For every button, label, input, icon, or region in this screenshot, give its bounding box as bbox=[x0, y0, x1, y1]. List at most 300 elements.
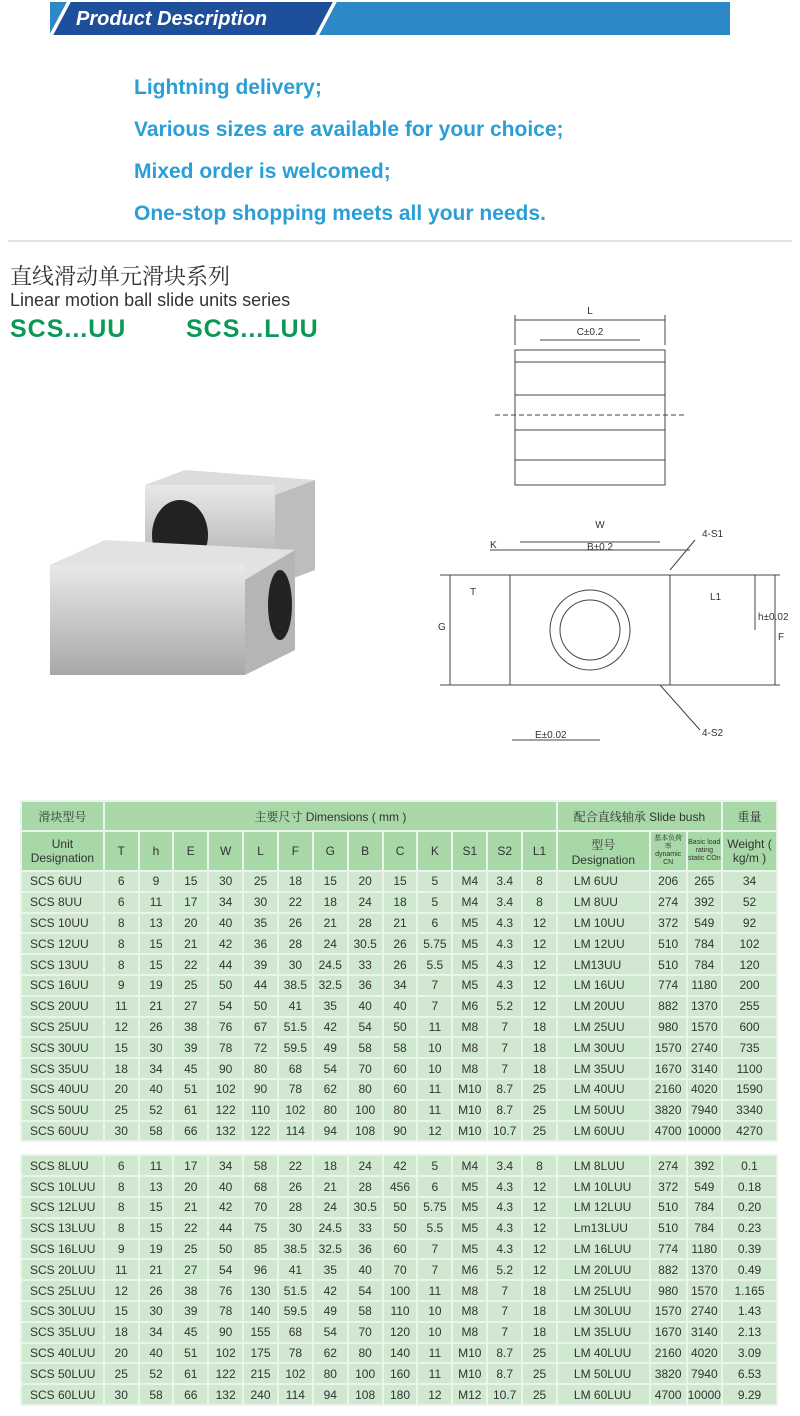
table-cell: 78 bbox=[208, 1301, 243, 1322]
table-cell: 58 bbox=[243, 1155, 278, 1176]
table-cell: 3140 bbox=[687, 1322, 722, 1343]
table-gap bbox=[21, 1141, 777, 1155]
header-col-s2: S2 bbox=[487, 831, 522, 871]
table-cell: 42 bbox=[313, 1280, 348, 1301]
table-cell: 4.3 bbox=[487, 1176, 522, 1197]
header-static-label: static COn bbox=[687, 855, 721, 862]
table-cell: M10 bbox=[452, 1079, 487, 1100]
table-cell: 6 bbox=[104, 1155, 139, 1176]
table-cell: 36 bbox=[348, 1239, 383, 1260]
table-cell: 784 bbox=[687, 1197, 722, 1218]
table-cell: 5.2 bbox=[487, 996, 522, 1017]
table-cell: 1570 bbox=[650, 1037, 687, 1058]
table-cell: 50 bbox=[243, 996, 278, 1017]
table-cell: 8 bbox=[522, 892, 557, 913]
table-cell: 9.29 bbox=[722, 1384, 777, 1405]
header-col-t: T bbox=[104, 831, 139, 871]
table-row bbox=[21, 1197, 777, 1218]
header-static bbox=[687, 831, 722, 871]
table-row bbox=[21, 1176, 777, 1197]
table-cell: 20 bbox=[348, 871, 383, 892]
table-cell: 1370 bbox=[687, 1259, 722, 1280]
table-cell: 18 bbox=[313, 892, 348, 913]
table-cell: 2160 bbox=[650, 1079, 687, 1100]
table-cell: 38 bbox=[173, 1280, 208, 1301]
table-row bbox=[21, 1301, 777, 1322]
table-cell: 7 bbox=[487, 1280, 522, 1301]
table-cell: 122 bbox=[243, 1121, 278, 1142]
table-cell: 90 bbox=[243, 1079, 278, 1100]
table-cell: 8.7 bbox=[487, 1100, 522, 1121]
table-cell: 180 bbox=[383, 1384, 418, 1405]
table-cell: M8 bbox=[452, 1301, 487, 1322]
table-cell: 38.5 bbox=[278, 1239, 313, 1260]
table-cell: 18 bbox=[522, 1017, 557, 1038]
table-cell: SCS 16LUU bbox=[21, 1239, 104, 1260]
table-cell: 35 bbox=[313, 996, 348, 1017]
table-cell: 45 bbox=[173, 1322, 208, 1343]
table-cell: 26 bbox=[383, 933, 418, 954]
table-cell: LM 10LUU bbox=[557, 1176, 650, 1197]
table-cell: 34 bbox=[139, 1058, 174, 1079]
table-cell: 15 bbox=[104, 1037, 139, 1058]
table-cell: M8 bbox=[452, 1037, 487, 1058]
table-cell: M8 bbox=[452, 1058, 487, 1079]
table-cell: M10 bbox=[452, 1100, 487, 1121]
table-cell: 600 bbox=[722, 1017, 777, 1038]
table-row bbox=[21, 1343, 777, 1364]
table-cell: 2740 bbox=[687, 1301, 722, 1322]
table-cell: SCS 20LUU bbox=[21, 1259, 104, 1280]
table-cell: 68 bbox=[278, 1058, 313, 1079]
table-cell: M10 bbox=[452, 1343, 487, 1364]
table-cell: SCS 50UU bbox=[21, 1100, 104, 1121]
table-cell: 25 bbox=[104, 1100, 139, 1121]
table-cell: 17 bbox=[173, 892, 208, 913]
table-cell: 39 bbox=[243, 954, 278, 975]
table-cell: 40 bbox=[139, 1343, 174, 1364]
table-cell: 78 bbox=[278, 1079, 313, 1100]
table-cell: 54 bbox=[348, 1280, 383, 1301]
table-cell: 3820 bbox=[650, 1363, 687, 1384]
table-cell: 68 bbox=[278, 1322, 313, 1343]
label-l: L bbox=[587, 306, 593, 317]
table-cell: 25 bbox=[522, 1343, 557, 1364]
table-cell: 50 bbox=[208, 975, 243, 996]
table-cell: 980 bbox=[650, 1280, 687, 1301]
table-cell: 12 bbox=[522, 913, 557, 934]
table-cell: 15 bbox=[173, 871, 208, 892]
header-designation bbox=[557, 831, 650, 871]
table-cell: 92 bbox=[722, 913, 777, 934]
table-cell: 26 bbox=[139, 1017, 174, 1038]
label-f: F bbox=[778, 632, 785, 643]
product-photo bbox=[45, 440, 315, 680]
table-cell: 392 bbox=[687, 892, 722, 913]
header-weight: Weight ( kg/m ) bbox=[722, 831, 777, 871]
table-cell: 3.4 bbox=[487, 1155, 522, 1176]
table-cell: 50 bbox=[383, 1218, 418, 1239]
table-cell: 1100 bbox=[722, 1058, 777, 1079]
table-cell: LM 30UU bbox=[557, 1037, 650, 1058]
table-cell: 784 bbox=[687, 954, 722, 975]
table-cell: 8 bbox=[104, 1176, 139, 1197]
series-luu: SCS...LUU bbox=[186, 315, 319, 343]
table-cell: 40 bbox=[208, 1176, 243, 1197]
table-cell: SCS 25LUU bbox=[21, 1280, 104, 1301]
table-cell: 8.7 bbox=[487, 1343, 522, 1364]
table-cell: 8 bbox=[522, 871, 557, 892]
table-cell: 510 bbox=[650, 1197, 687, 1218]
table-cell: SCS 10LUU bbox=[21, 1176, 104, 1197]
table-cell: 34 bbox=[139, 1322, 174, 1343]
table-cell: 11 bbox=[417, 1017, 452, 1038]
table-cell: 30 bbox=[139, 1301, 174, 1322]
table-cell: 10000 bbox=[687, 1384, 722, 1405]
table-cell: 5.75 bbox=[417, 1197, 452, 1218]
table-cell: 67 bbox=[243, 1017, 278, 1038]
divider bbox=[8, 240, 792, 242]
label-k: K bbox=[490, 540, 497, 551]
table-cell: 108 bbox=[348, 1384, 383, 1405]
table-cell: 10 bbox=[417, 1037, 452, 1058]
table-cell: 122 bbox=[208, 1363, 243, 1384]
table-cell: 1570 bbox=[687, 1017, 722, 1038]
table-cell: 80 bbox=[313, 1100, 348, 1121]
table-cell: 90 bbox=[383, 1121, 418, 1142]
table-row bbox=[21, 892, 777, 913]
table-cell: 28 bbox=[278, 933, 313, 954]
table-row bbox=[21, 871, 777, 892]
table-cell: 8 bbox=[104, 1197, 139, 1218]
table-cell: LM 10UU bbox=[557, 913, 650, 934]
table-cell: 33 bbox=[348, 1218, 383, 1239]
header-load-en: Basic load rating bbox=[688, 839, 721, 854]
table-cell: 2.13 bbox=[722, 1322, 777, 1343]
table-cell: 20 bbox=[173, 913, 208, 934]
table-cell: 30 bbox=[243, 892, 278, 913]
table-cell: 68 bbox=[243, 1176, 278, 1197]
table-cell: M5 bbox=[452, 1197, 487, 1218]
table-cell: 0.39 bbox=[722, 1239, 777, 1260]
table-cell: 12 bbox=[522, 975, 557, 996]
table-cell: 11 bbox=[417, 1363, 452, 1384]
table-cell: 10.7 bbox=[487, 1384, 522, 1405]
table-cell: 5.75 bbox=[417, 933, 452, 954]
table-cell: 4.3 bbox=[487, 1239, 522, 1260]
table-cell: 4700 bbox=[650, 1384, 687, 1405]
table-cell: M8 bbox=[452, 1017, 487, 1038]
table-cell: 10 bbox=[417, 1058, 452, 1079]
table-cell: 9 bbox=[104, 975, 139, 996]
table-cell: 0.18 bbox=[722, 1176, 777, 1197]
table-cell: Lm13LUU bbox=[557, 1218, 650, 1239]
table-cell: 8 bbox=[522, 1155, 557, 1176]
table-cell: 41 bbox=[278, 996, 313, 1017]
table-cell: 1570 bbox=[650, 1301, 687, 1322]
table-cell: 80 bbox=[383, 1100, 418, 1121]
table-cell: 30 bbox=[139, 1037, 174, 1058]
table-cell: LM 6UU bbox=[557, 871, 650, 892]
table-cell: 61 bbox=[173, 1363, 208, 1384]
label-s2: 4-S2 bbox=[702, 728, 724, 739]
table-cell: 40 bbox=[348, 996, 383, 1017]
table-cell: 13 bbox=[139, 913, 174, 934]
table-cell: M6 bbox=[452, 996, 487, 1017]
table-cell: LM 50UU bbox=[557, 1100, 650, 1121]
table-cell: 114 bbox=[278, 1384, 313, 1405]
table-cell: 9 bbox=[139, 871, 174, 892]
table-cell: 882 bbox=[650, 996, 687, 1017]
table-cell: M8 bbox=[452, 1322, 487, 1343]
table-cell: 70 bbox=[383, 1259, 418, 1280]
table-cell: 25 bbox=[522, 1384, 557, 1405]
header-col-h: h bbox=[139, 831, 174, 871]
table-cell: 94 bbox=[313, 1384, 348, 1405]
table-cell: 1.165 bbox=[722, 1280, 777, 1301]
table-cell: 15 bbox=[139, 954, 174, 975]
table-cell: 51 bbox=[173, 1343, 208, 1364]
table-cell: M6 bbox=[452, 1259, 487, 1280]
table-cell: 30 bbox=[104, 1384, 139, 1405]
table-cell: M10 bbox=[452, 1363, 487, 1384]
feature-list bbox=[134, 76, 564, 244]
table-cell: 0.20 bbox=[722, 1197, 777, 1218]
table-cell: 155 bbox=[243, 1322, 278, 1343]
table-cell: 6 bbox=[417, 913, 452, 934]
table-cell: 12 bbox=[522, 1197, 557, 1218]
table-cell: 28 bbox=[348, 913, 383, 934]
table-row bbox=[21, 1363, 777, 1384]
table-cell: 11 bbox=[104, 1259, 139, 1280]
table-cell: 11 bbox=[417, 1079, 452, 1100]
table-cell: 25 bbox=[522, 1079, 557, 1100]
table-cell: 49 bbox=[313, 1301, 348, 1322]
table-cell: 34 bbox=[722, 871, 777, 892]
label-e: E±0.02 bbox=[535, 730, 567, 741]
table-cell: 58 bbox=[348, 1301, 383, 1322]
table-row bbox=[21, 1322, 777, 1343]
table-row bbox=[21, 1121, 777, 1142]
table-cell: 7 bbox=[487, 1017, 522, 1038]
series-title-cn: 直线滑动单元滑块系列 bbox=[10, 264, 231, 289]
table-cell: LM 40LUU bbox=[557, 1343, 650, 1364]
table-cell: SCS 40UU bbox=[21, 1079, 104, 1100]
table-cell: 15 bbox=[139, 1197, 174, 1218]
table-cell: 21 bbox=[383, 913, 418, 934]
table-cell: 6 bbox=[417, 1176, 452, 1197]
table-row bbox=[21, 933, 777, 954]
table-cell: 11 bbox=[104, 996, 139, 1017]
header-col-g: G bbox=[313, 831, 348, 871]
table-cell: 8.7 bbox=[487, 1079, 522, 1100]
table-cell: 62 bbox=[313, 1343, 348, 1364]
table-cell: 21 bbox=[139, 996, 174, 1017]
table-cell: 735 bbox=[722, 1037, 777, 1058]
table-cell: 7 bbox=[417, 1239, 452, 1260]
table-cell: 36 bbox=[348, 975, 383, 996]
table-cell: 80 bbox=[243, 1058, 278, 1079]
table-cell: 58 bbox=[348, 1037, 383, 1058]
label-b: B±0.2 bbox=[586, 542, 614, 553]
table-cell: 12 bbox=[522, 933, 557, 954]
table-cell: LM 35LUU bbox=[557, 1322, 650, 1343]
table-cell: 28 bbox=[278, 1197, 313, 1218]
table-cell: 26 bbox=[278, 1176, 313, 1197]
table-cell: 80 bbox=[348, 1343, 383, 1364]
table-cell: 12 bbox=[522, 1218, 557, 1239]
table-cell: 59.5 bbox=[278, 1301, 313, 1322]
table-cell: 510 bbox=[650, 933, 687, 954]
table-cell: 26 bbox=[383, 954, 418, 975]
table-cell: 132 bbox=[208, 1121, 243, 1142]
table-cell: M5 bbox=[452, 1176, 487, 1197]
table-cell: M10 bbox=[452, 1121, 487, 1142]
table-cell: 215 bbox=[243, 1363, 278, 1384]
table-cell: 1670 bbox=[650, 1058, 687, 1079]
table-cell: SCS 40LUU bbox=[21, 1343, 104, 1364]
table-cell: 22 bbox=[173, 1218, 208, 1239]
table-cell: 274 bbox=[650, 1155, 687, 1176]
table-cell: 11 bbox=[417, 1343, 452, 1364]
table-cell: 42 bbox=[383, 1155, 418, 1176]
table-cell: 549 bbox=[687, 913, 722, 934]
table-cell: 1.43 bbox=[722, 1301, 777, 1322]
table-cell: LM 16UU bbox=[557, 975, 650, 996]
table-cell: 24 bbox=[348, 1155, 383, 1176]
table-cell: 24.5 bbox=[313, 1218, 348, 1239]
table-cell: 60 bbox=[383, 1239, 418, 1260]
label-t: T bbox=[470, 587, 477, 598]
table-cell: 7 bbox=[417, 975, 452, 996]
series-uu: SCS...UU bbox=[10, 315, 127, 343]
table-cell: 18 bbox=[104, 1058, 139, 1079]
table-cell: 20 bbox=[173, 1176, 208, 1197]
table-cell: 11 bbox=[417, 1280, 452, 1301]
table-row bbox=[21, 913, 777, 934]
dimension-diagram bbox=[430, 300, 790, 750]
table-cell: 4.3 bbox=[487, 913, 522, 934]
table-cell: 52 bbox=[139, 1100, 174, 1121]
table-cell: 35 bbox=[313, 1259, 348, 1280]
table-cell: 34 bbox=[383, 975, 418, 996]
table-cell: 72 bbox=[243, 1037, 278, 1058]
banner-title: Product Description bbox=[76, 8, 268, 30]
table-cell: 8 bbox=[104, 1218, 139, 1239]
table-cell: 21 bbox=[139, 1259, 174, 1280]
table-cell: LM 12UU bbox=[557, 933, 650, 954]
table-cell: 549 bbox=[687, 1176, 722, 1197]
table-cell: 1670 bbox=[650, 1322, 687, 1343]
table-cell: 44 bbox=[208, 954, 243, 975]
table-cell: 160 bbox=[383, 1363, 418, 1384]
table-cell: 4020 bbox=[687, 1343, 722, 1364]
table-row bbox=[21, 1017, 777, 1038]
table-cell: 30 bbox=[278, 954, 313, 975]
table-cell: 25 bbox=[104, 1363, 139, 1384]
table-cell: 120 bbox=[722, 954, 777, 975]
table-cell: 54 bbox=[348, 1017, 383, 1038]
table-cell: M5 bbox=[452, 1239, 487, 1260]
header-dynamic-label: dynamic CN bbox=[655, 851, 682, 866]
table-cell: 59.5 bbox=[278, 1037, 313, 1058]
table-cell: 7940 bbox=[687, 1363, 722, 1384]
table-cell: SCS 30UU bbox=[21, 1037, 104, 1058]
table-cell: SCS 30LUU bbox=[21, 1301, 104, 1322]
table-cell: 30 bbox=[208, 871, 243, 892]
table-cell: 4270 bbox=[722, 1121, 777, 1142]
table-cell: 120 bbox=[383, 1322, 418, 1343]
table-cell: M5 bbox=[452, 954, 487, 975]
table-cell: 75 bbox=[243, 1218, 278, 1239]
table-cell: 51.5 bbox=[278, 1280, 313, 1301]
table-row bbox=[21, 975, 777, 996]
header-col-e: E bbox=[173, 831, 208, 871]
table-cell: 54 bbox=[208, 996, 243, 1017]
table-cell: 0.49 bbox=[722, 1259, 777, 1280]
table-cell: 15 bbox=[139, 1218, 174, 1239]
label-h: h±0.02 bbox=[758, 612, 789, 623]
table-row bbox=[21, 954, 777, 975]
table-cell: SCS 50LUU bbox=[21, 1363, 104, 1384]
table-cell: 61 bbox=[173, 1100, 208, 1121]
table-cell: 12 bbox=[522, 996, 557, 1017]
table-cell: 4.3 bbox=[487, 954, 522, 975]
table-cell: 206 bbox=[650, 871, 687, 892]
table-cell: M4 bbox=[452, 1155, 487, 1176]
table-cell: 25 bbox=[243, 871, 278, 892]
table-cell: SCS 13UU bbox=[21, 954, 104, 975]
table-cell: SCS 12UU bbox=[21, 933, 104, 954]
table-cell: 22 bbox=[278, 892, 313, 913]
table-cell: 39 bbox=[173, 1037, 208, 1058]
table-cell: SCS 16UU bbox=[21, 975, 104, 996]
table-cell: 42 bbox=[313, 1017, 348, 1038]
table-cell: 100 bbox=[383, 1280, 418, 1301]
table-cell: SCS 35LUU bbox=[21, 1322, 104, 1343]
table-cell: 51.5 bbox=[278, 1017, 313, 1038]
feature-item: One-stop shopping meets all your needs. bbox=[134, 202, 546, 225]
table-cell: 78 bbox=[278, 1343, 313, 1364]
table-cell: 94 bbox=[313, 1121, 348, 1142]
table-cell: SCS 13LUU bbox=[21, 1218, 104, 1239]
table-row bbox=[21, 1259, 777, 1280]
table-cell: 100 bbox=[348, 1363, 383, 1384]
table-cell: 18 bbox=[522, 1037, 557, 1058]
table-cell: 26 bbox=[278, 913, 313, 934]
header-designation-cn: 型号 bbox=[591, 837, 616, 852]
table-cell: 25 bbox=[173, 975, 208, 996]
table-cell: 44 bbox=[243, 975, 278, 996]
table-cell: LM 12LUU bbox=[557, 1197, 650, 1218]
table-cell: M12 bbox=[452, 1384, 487, 1405]
table-cell: M4 bbox=[452, 871, 487, 892]
table-row bbox=[21, 1037, 777, 1058]
table-cell: 52 bbox=[722, 892, 777, 913]
table-row bbox=[21, 1079, 777, 1100]
table-cell: 2740 bbox=[687, 1037, 722, 1058]
table-cell: 3140 bbox=[687, 1058, 722, 1079]
table-cell: 33 bbox=[348, 954, 383, 975]
table-cell: 40 bbox=[139, 1079, 174, 1100]
table-cell: 7 bbox=[487, 1037, 522, 1058]
table-cell: 132 bbox=[208, 1384, 243, 1405]
table-cell: M5 bbox=[452, 975, 487, 996]
table-cell: 4.3 bbox=[487, 1218, 522, 1239]
table-cell: M4 bbox=[452, 892, 487, 913]
table-cell: 100 bbox=[348, 1100, 383, 1121]
table-cell: SCS 60LUU bbox=[21, 1384, 104, 1405]
